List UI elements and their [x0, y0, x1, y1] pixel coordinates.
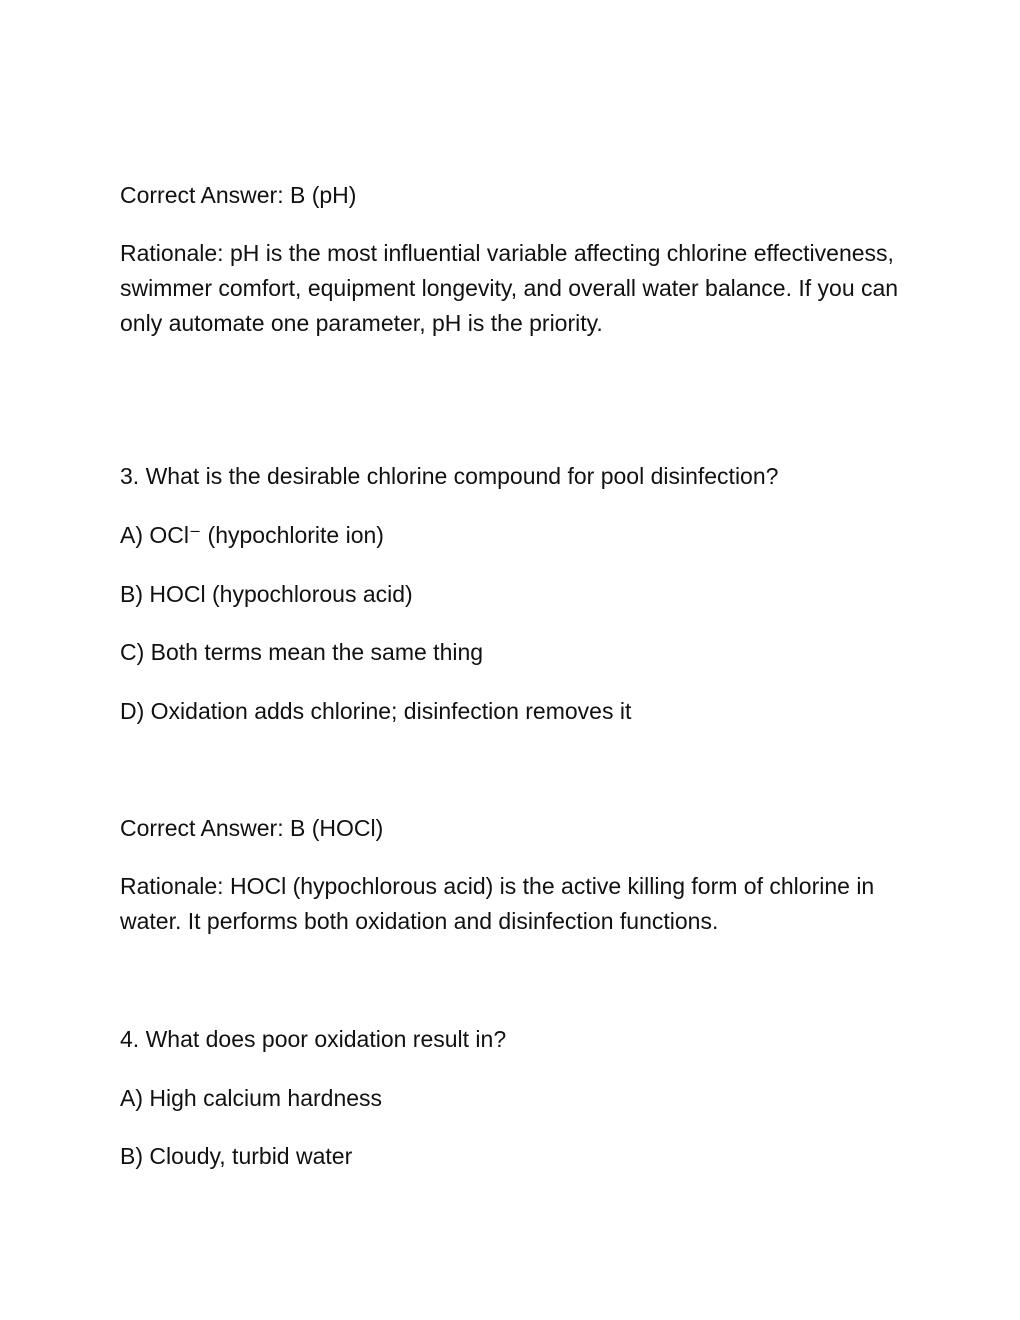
question-4-option-b: B) Cloudy, turbid water	[120, 1143, 353, 1169]
correct-answer-q2: Correct Answer: B (pH)	[120, 182, 357, 208]
rationale-q3: Rationale: HOCl (hypochlorous acid) is the active killing form of chlorine in water. It performs both oxidation and disinfection functions.	[120, 873, 875, 934]
question-4-option-a: A) High calcium hardness	[120, 1085, 383, 1111]
question-3-option-a: A) OCl⁻ (hypochlorite ion)	[120, 522, 384, 548]
question-3-option-d: D) Oxidation adds chlorine; disinfection removes it	[120, 698, 632, 724]
question-3-option-b: B) HOCl (hypochlorous acid)	[120, 581, 413, 607]
correct-answer-q3: Correct Answer: B (HOCl)	[120, 815, 384, 841]
question-4-stem: 4. What does poor oxidation result in?	[120, 1026, 507, 1052]
rationale-q2: Rationale: pH is the most influential variable affecting chlorine effectiveness, swimmer comfort, equipment longevity, and overall water balance. If you can only automate one parameter, pH is the priority.	[120, 240, 899, 336]
question-3-option-c: C) Both terms mean the same thing	[120, 639, 484, 665]
question-3-stem: 3. What is the desirable chlorine compound for pool disinfection?	[120, 463, 779, 489]
